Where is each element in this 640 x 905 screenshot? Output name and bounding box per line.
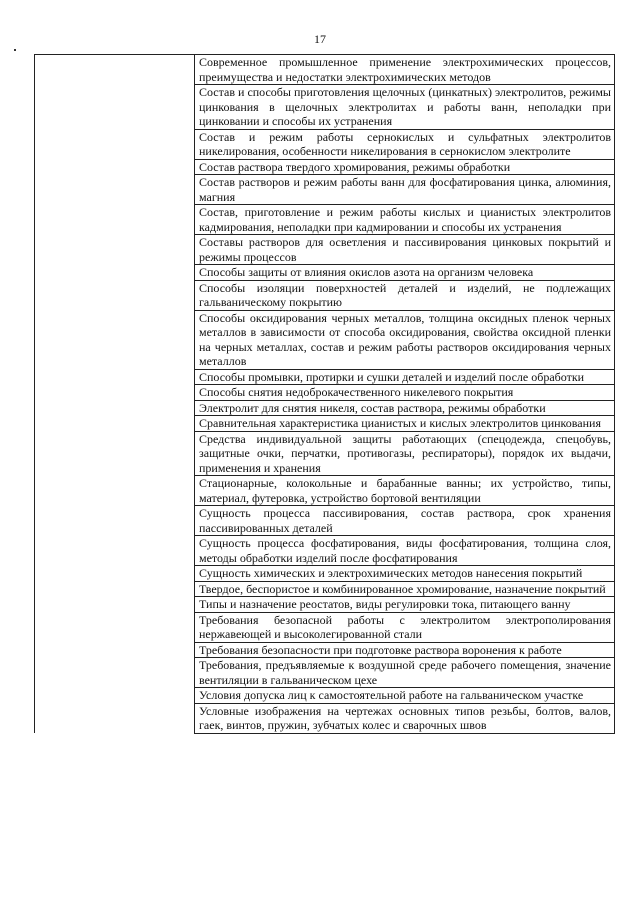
table-cell: Составы растворов для осветления и пассивирования цинковых покрытий и режимы процессов	[195, 235, 615, 265]
left-empty-cell	[35, 55, 195, 734]
table-cell: Сущность процесса пассивирования, состав раствора, срок хранения пассивированных деталей	[195, 506, 615, 536]
table-row	[35, 55, 615, 85]
table-cell: Требования, предъявляемые к воздушной среде рабочего помещения, значение вентиляции в гальваническом цехе	[195, 658, 615, 688]
table-cell: Способы изоляции поверхностей деталей и изделий, не подлежащих гальваническому покрытию	[195, 280, 615, 310]
table-cell: Сущность процесса фосфатирования, виды фосфатирования, толщина слоя, методы обработки изделий после фосфатирования	[195, 536, 615, 566]
table-cell: Способы снятия недоброкачественного никелевого покрытия	[195, 385, 615, 401]
table-cell: Условные изображения на чертежах основных типов резьбы, болтов, валов, гаек, винтов, пружин, зубчатых колес и сварочных швов	[195, 703, 615, 733]
table-cell: Твердое, беспористое и комбинированное хромирование, назначение покрытий	[195, 581, 615, 597]
knowledge-table	[34, 54, 615, 734]
table-cell: Условия допуска лиц к самостоятельной работе на гальваническом участке	[195, 688, 615, 704]
table-cell: Состав, приготовление и режим работы кислых и цианистых электролитов кадмирования, неполадки при кадмировании и способы их устранения	[195, 205, 615, 235]
table-cell: Современное промышленное применение электрохимических процессов, преимущества и недостатки электрохимических методов	[195, 55, 615, 85]
table-cell: Состав раствора твердого хромирования, режимы обработки	[195, 159, 615, 175]
scan-mark	[14, 49, 16, 51]
table-cell: Состав и режим работы сернокислых и сульфатных электролитов никелирования, особенности никелирования в сернокислом электролите	[195, 129, 615, 159]
table-cell: Средства индивидуальной защиты работающих (спецодежда, спецобувь, защитные очки, перчатки, противогазы, респираторы), порядок их выдачи, применения и хранения	[195, 431, 615, 476]
table-cell: Стационарные, колокольные и барабанные ванны; их устройство, типы, материал, футеровка, устройство бортовой вентиляции	[195, 476, 615, 506]
table-cell: Требования безопасности при подготовке раствора воронения к работе	[195, 642, 615, 658]
table-cell: Требования безопасной работы с электролитом электрополирования нержавеющей и высоколегированной стали	[195, 612, 615, 642]
table-cell: Сравнительная характеристика цианистых и кислых электролитов цинкования	[195, 416, 615, 432]
table-cell: Состав растворов и режим работы ванн для фосфатирования цинка, алюминия, магния	[195, 175, 615, 205]
table-cell: Сущность химических и электрохимических методов нанесения покрытий	[195, 566, 615, 582]
knowledge-table-body	[35, 55, 615, 734]
table-cell: Электролит для снятия никеля, состав раствора, режимы обработки	[195, 400, 615, 416]
table-cell: Состав и способы приготовления щелочных (цинкатных) электролитов, режимы цинкования в щелочных электролитах и работы ванн, неполадки при цинковании и способы их устранения	[195, 85, 615, 130]
table-cell: Способы оксидирования черных металлов, толщина оксидных пленок черных металлов в зависимости от способа оксидирования, свойства оксидной пленки на черных металлах, состав и режим работы растворов оксидирования черных металлов	[195, 310, 615, 369]
table-cell: Способы защиты от влияния окислов азота на организм человека	[195, 265, 615, 281]
table-cell: Типы и назначение реостатов, виды регулировки тока, питающего ванну	[195, 597, 615, 613]
page-number: 17	[314, 32, 326, 46]
table-cell: Способы промывки, протирки и сушки деталей и изделий после обработки	[195, 369, 615, 385]
knowledge-table-wrap	[34, 54, 614, 734]
